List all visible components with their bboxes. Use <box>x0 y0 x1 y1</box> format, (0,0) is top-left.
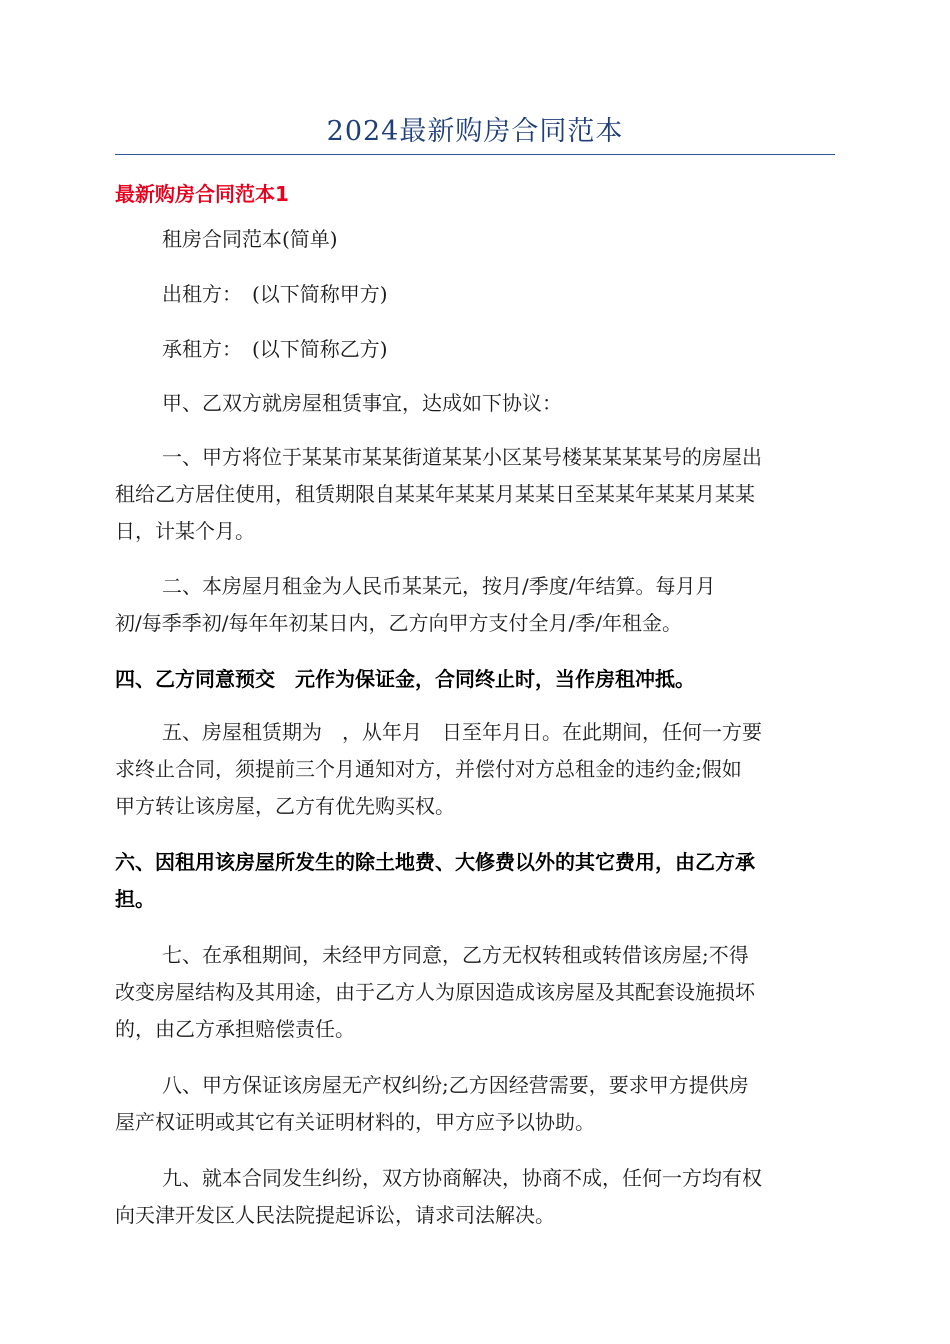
clause-1-line: 一、甲方将位于某某市某某街道某某小区某号楼某某某某号的房屋出 <box>162 445 762 469</box>
clause-2-line: 二、本房屋月租金为人民币某某元，按月/季度/年结算。每月月 <box>162 574 716 598</box>
paragraph-clause-7 <box>115 937 835 1048</box>
clause-2-line: 初/每季季初/每年年初某日内，乙方向甲方支付全月/季/年租金。 <box>115 611 682 635</box>
clause-8-line: 屋产权证明或其它有关证明材料的，甲方应予以协助。 <box>115 1110 595 1134</box>
paragraph-clause-8 <box>115 1067 835 1141</box>
clause-6-line: 担。 <box>115 887 155 911</box>
clause-1-line: 租给乙方居住使用，租赁期限自某某年某某月某某日至某某年某某月某某 <box>115 482 755 506</box>
clause-5-line: 甲方转让该房屋，乙方有优先购买权。 <box>115 794 455 818</box>
paragraph-clause-2 <box>115 568 835 642</box>
paragraph-agreement-intro: 甲、乙双方就房屋租赁事宜，达成如下协议： <box>162 391 562 415</box>
clause-7-line: 改变房屋结构及其用途，由于乙方人为原因造成该房屋及其配套设施损坏 <box>115 980 755 1004</box>
paragraph-lessor: 出租方： (以下简称甲方) <box>162 282 388 306</box>
paragraph-clause-5 <box>115 714 835 825</box>
paragraph-contract-type: 租房合同范本(简单) <box>162 227 338 251</box>
clause-8-line: 八、甲方保证该房屋无产权纠纷;乙方因经营需要，要求甲方提供房 <box>162 1073 749 1097</box>
clause-6-line: 六、因租用该房屋所发生的除土地费、大修费以外的其它费用，由乙方承 <box>115 850 755 874</box>
paragraph-clause-4: 四、乙方同意预交 元作为保证金，合同终止时，当作房租冲抵。 <box>115 667 695 691</box>
section-heading: 最新购房合同范本1 <box>115 182 289 206</box>
paragraph-clause-6 <box>115 844 835 918</box>
clause-7-line: 七、在承租期间，未经甲方同意，乙方无权转租或转借该房屋;不得 <box>162 943 749 967</box>
clause-9-line: 向天津开发区人民法院提起诉讼，请求司法解决。 <box>115 1203 555 1227</box>
paragraph-clause-1 <box>115 439 835 550</box>
clause-1-line: 日，计某个月。 <box>115 519 255 543</box>
paragraph-clause-9 <box>115 1160 835 1234</box>
clause-5-line: 求终止合同，须提前三个月通知对方，并偿付对方总租金的违约金;假如 <box>115 757 742 781</box>
clause-9-line: 九、就本合同发生纠纷，双方协商解决，协商不成，任何一方均有权 <box>162 1166 762 1190</box>
clause-7-line: 的，由乙方承担赔偿责任。 <box>115 1017 355 1041</box>
title-underline <box>115 154 835 155</box>
clause-5-line: 五、房屋租赁期为 ，从年月 日至年月日。在此期间，任何一方要 <box>162 720 762 744</box>
document-title: 2024最新购房合同范本 <box>326 116 624 147</box>
paragraph-lessee: 承租方： (以下简称乙方) <box>162 337 388 361</box>
